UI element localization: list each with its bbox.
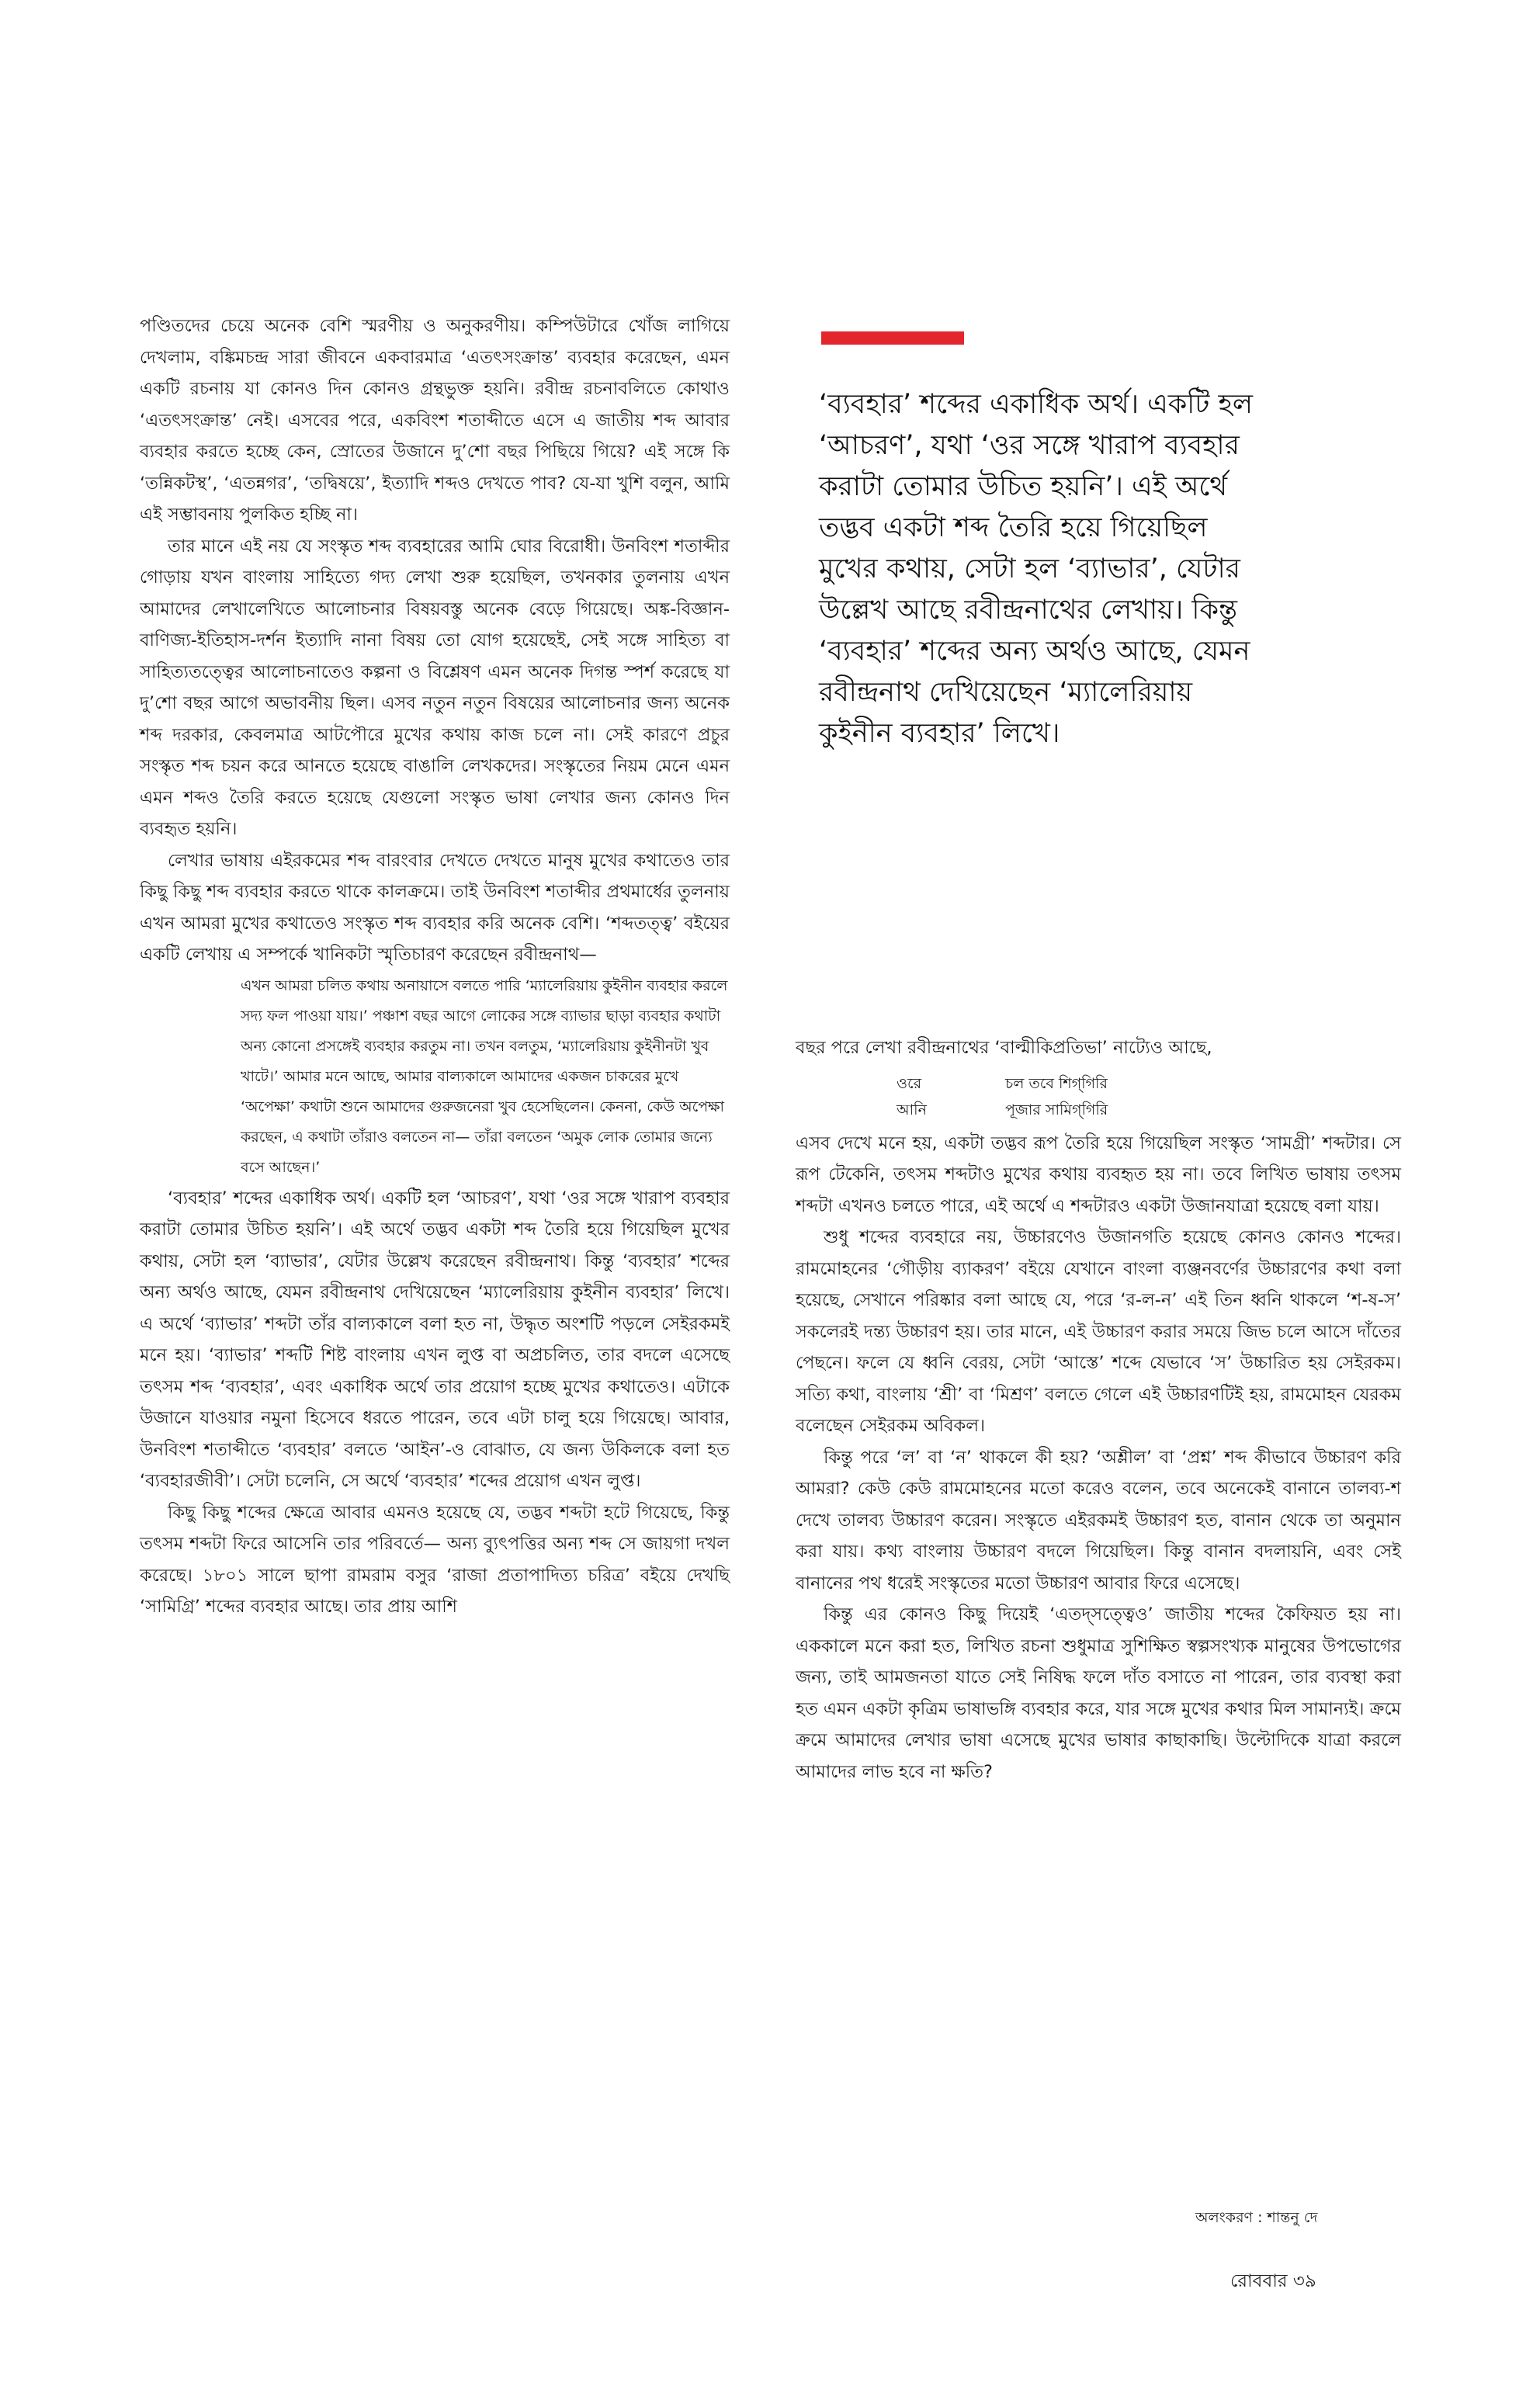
paragraph: লেখার ভাষায় এইরকমের শব্দ বারংবার দেখতে দেখতে মানুষ মুখের কথাতেও তার কিছু কিছু শব্দ ব্যবহার করতে থাকে কালক্রমে। তাই উনবিংশ শতাব্দীর প্রথমার্ধের তুলনায় এখন আমরা মুখের কথাতেও সংস্কৃত শব্দ ব্যবহার করি অনেক বেশি। ‘শব্দতত্ত্ব’ বইয়ের একটি লেখায় এ সম্পর্কে খানিকটা স্মৃতিচারণ করেছেন রবীন্দ্রনাথ— — [140, 850, 730, 965]
verse-line — [897, 1070, 1401, 1097]
block-quote: এখন আমরা চলিত কথায় অনায়াসে বলতে পারি ‘ম্যালেরিয়ায় কুইনীন ব্যবহার করলে সদ্য ফল পাওয়া যায়।’ পঞ্চাশ বছর আগে লোকের সঙ্গে ব্যাভার ছাড়া ব্যবহার কথাটা অন্য কোনো প্রসঙ্গেই ব্যবহার করতুম না। তখন বলতুম, ‘ম্যালেরিয়ায় কুইনীনটা খুব খাটে।’ আমার মনে আছে, আমার বাল্যকালে আমাদের একজন চাকরের মুখে ‘অপেক্ষা’ কথাটা শুনে আমাদের গুরুজনেরা খুব হেসেছিলেন। কেননা, কেউ অপেক্ষা করছেন, এ কথাটা তাঁরাও বলতেন না— তাঁরা বলতেন ‘অমুক লোক তোমার জন্যে বসে আছেন।’ — [241, 976, 728, 1176]
pull-quote: ‘ব্যবহার’ শব্দের একাধিক অর্থ। একটি হল ‘আচরণ’, যথা ‘ওর সঙ্গে খারাপ ব্যবহার করাটা তোমার উচিত হয়নি’। এই অর্থে তদ্ভব একটা শব্দ তৈরি হয়ে গিয়েছিল মুখের কথায়, সেটা হল ‘ব্যাভার’, যেটার উল্লেখ আছে রবীন্দ্রনাথের লেখায়। কিন্তু ‘ব্যবহার’ শব্দের অন্য অর্থও আছে, যেমন রবীন্দ্রনাথ দেখিয়েছেন ‘ম্যালেরিয়ায় কুইনীন ব্যবহার’ লিখে। — [819, 389, 1253, 749]
verse-word: আনি — [897, 1101, 927, 1118]
paragraph: কিন্তু পরে ‘ল’ বা ‘ন’ থাকলে কী হয়? ‘অশ্লীল’ বা ‘প্রশ্ন’ শব্দ কীভাবে উচ্চারণ করি আমরা? কেউ কেউ রামমোহনের মতো করেও বলেন, তবে অনেকেই বানানে তালব্য-শ দেখে তালব্য উচ্চারণ করেন। সংস্কৃতে এইরকমই উচ্চারণ হত, বানান থেকে তা অনুমান করা যায়। কথ্য বাংলায় উচ্চারণ বদলে গিয়েছিল। কিন্তু বানান বদলায়নি, এবং সেই বানানের পথ ধরেই সংস্কৃতের মতো উচ্চারণ আবার ফিরে এসেছে। — [796, 1447, 1401, 1594]
verse-text: চল তবে শিগ্‌গিরি — [1005, 1074, 1108, 1092]
right-column — [796, 1032, 1401, 1788]
pull-quote-accent-bar — [821, 331, 964, 345]
verse-word: ওরে — [897, 1074, 922, 1092]
page-folio: রোববার ৩৯ — [1230, 2271, 1316, 2291]
paragraph: কিছু কিছু শব্দের ক্ষেত্রে আবার এমনও হয়েছে যে, তদ্ভব শব্দটা হটে গিয়েছে, কিন্তু তৎসম শব্দটা ফিরে আসেনি তার পরিবর্তে— অন্য ব্যুৎপত্তির অন্য শব্দ সে জায়গা দখল করেছে। ১৮০১ সালে ছাপা রামরাম বসুর ‘রাজা প্রতাপাদিত্য চরিত্র’ বইয়ে দেখছি ‘সামিগ্রি’ শব্দের ব্যবহার আছে। তার প্রায় আশি — [140, 1502, 730, 1617]
paragraph: পণ্ডিতদের চেয়ে অনেক বেশি স্মরণীয় ও অনুকরণীয়। কম্পিউটারে খোঁজ লাগিয়ে দেখলাম, বঙ্কিমচন্দ্র সারা জীবনে একবারমাত্র ‘এতৎসংক্রান্ত’ ব্যবহার করেছেন, এমন একটি রচনায় যা কোনও দিন কোনও গ্রন্থভুক্ত হয়নি। রবীন্দ্র রচনাবলিতে কোথাও ‘এতৎসংক্রান্ত’ নেই। এসবের পরে, একবিংশ শতাব্দীতে এসে এ জাতীয় শব্দ আবার ব্যবহার করতে হচ্ছে কেন, স্রোতের উজানে দু’শো বছর পিছিয়ে গিয়ে? এই সঙ্গে কি ‘তন্নিকটস্থ’, ‘এতন্নগর’, ‘তদ্বিষয়ে’, ইত্যাদি শব্দও দেখতে পাব? যে-যা খুশি বলুন, আমি এই সম্ভাবনায় পুলকিত হচ্ছি না। — [140, 316, 730, 525]
paragraph: বছর পরে লেখা রবীন্দ্রনাথের ‘বাল্মীকিপ্রতিভা’ নাট্যেও আছে, — [796, 1038, 1212, 1058]
verse-line — [897, 1097, 1401, 1123]
paragraph: তার মানে এই নয় যে সংস্কৃত শব্দ ব্যবহারের আমি ঘোর বিরোধী। উনবিংশ শতাব্দীর গোড়ায় যখন বাংলায় সাহিত্যে গদ্য লেখা শুরু হয়েছিল, তখনকার তুলনায় এখন আমাদের লেখালেখিতে আলোচনার বিষয়বস্তু অনেক বেড়ে গিয়েছে। অঙ্ক-বিজ্ঞান-বাণিজ্য-ইতিহাস-দর্শন ইত্যাদি নানা বিষয় তো যোগ হয়েছেই, সেই সঙ্গে সাহিত্য বা সাহিত্যতত্ত্বের আলোচনাতেও কল্পনা ও বিশ্লেষণ এমন অনেক দিগন্ত স্পর্শ করেছে যা দু’শো বছর আগে অভাবনীয় ছিল। এসব নতুন নতুন বিষয়ের আলোচনার জন্য অনেক শব্দ দরকার, কেবলমাত্র আটপৌরে মুখের কথায় কাজ চলে না। সেই কারণে প্রচুর সংস্কৃত শব্দ চয়ন করে আনতে হয়েছে বাঙালি লেখকদের। সংস্কৃতের নিয়ম মেনে এমন এমন শব্দও তৈরি করতে হয়েছে যেগুলো সংস্কৃত ভাষা লেখার জন্য কোনও দিন ব্যবহৃত হয়নি। — [140, 536, 730, 839]
paragraph: কিন্তু এর কোনও কিছু দিয়েই ‘এতদ্‌সত্ত্বেও’ জাতীয় শব্দের কৈফিয়ত হয় না। এককালে মনে করা হত, লিখিত রচনা শুধুমাত্র সুশিক্ষিত স্বল্পসংখ্যক মানুষের উপভোগের জন্য, তাই আমজনতা যাতে সেই নিষিদ্ধ ফলে দাঁত বসাতে না পারেন, তার ব্যবস্থা করা হত এমন একটা কৃত্রিম ভাষাভঙ্গি ব্যবহার করে, যার সঙ্গে মুখের কথার মিল সামান্যই। ক্রমে ক্রমে আমাদের লেখার ভাষা এসেছে মুখের ভাষার কাছাকাছি। উল্টোদিকে যাত্রা করলে আমাদের লাভ হবে না ক্ষতি? — [796, 1604, 1401, 1782]
verse-block — [897, 1070, 1401, 1123]
paragraph: ‘ব্যবহার’ শব্দের একাধিক অর্থ। একটি হল ‘আচরণ’, যথা ‘ওর সঙ্গে খারাপ ব্যবহার করাটা তোমার উচিত হয়নি’। এই অর্থে তদ্ভব একটা শব্দ তৈরি হয়ে গিয়েছিল মুখের কথায়, সেটা হল ‘ব্যাভার’, যেটার উল্লেখ করেছেন রবীন্দ্রনাথ। কিন্তু ‘ব্যবহার’ শব্দের অন্য অর্থও আছে, যেমন রবীন্দ্রনাথ দেখিয়েছেন ‘ম্যালেরিয়ায় কুইনীন ব্যবহার’ লিখে। এ অর্থে ‘ব্যাভার’ শব্দটা তাঁর বাল্যকালে বলা হত না, উদ্ধৃত অংশটি পড়লে সেইরকমই মনে হয়। ‘ব্যাভার’ শব্দটি শিষ্ট বাংলায় এখন লুপ্ত বা অপ্রচলিত, তার বদলে এসেছে তৎসম শব্দ ‘ব্যবহার’, এবং একাধিক অর্থে তার প্রয়োগ হচ্ছে মুখের কথাতেও। এটাকে উজানে যাওয়ার নমুনা হিসেবে ধরতে পারেন, তবে এটা চালু হয়ে গিয়েছে। আবার, উনবিংশ শতাব্দীতে ‘ব্যবহার’ বলতে ‘আইন’-ও বোঝাত, যে জন্য উকিলকে বলা হত ‘ব্যবহারজীবী’। সেটা চলেনি, সে অর্থে ‘ব্যবহার’ শব্দের প্রয়োগ এখন লুপ্ত। — [140, 1188, 730, 1491]
verse-text: পূজার সামিগ্‌গিরি — [1005, 1101, 1108, 1118]
paragraph: এসব দেখে মনে হয়, একটা তদ্ভব রূপ তৈরি হয়ে গিয়েছিল সংস্কৃত ‘সামগ্রী’ শব্দটার। সে রূপ টেকেনি, তৎসম শব্দটাও মুখের কথায় ব্যবহৃত হয় না। তবে লিখিত ভাষায় তৎসম শব্দটা এখনও চলতে পারে, এই অর্থে এ শব্দটারও একটা উজানযাত্রা হয়েছে বলা যায়। — [796, 1132, 1401, 1216]
illustration-credit: অলংকরণ : শান্তনু দে — [1195, 2209, 1318, 2226]
paragraph: শুধু শব্দের ব্যবহারে নয়, উচ্চারণেও উজানগতি হয়েছে কোনও কোনও শব্দের। রামমোহনের ‘গৌড়ীয় ব্যাকরণ’ বইয়ে যেখানে বাংলা ব্যঞ্জনবর্ণের উচ্চারণের কথা বলা হয়েছে, সেখানে পরিষ্কার বলা আছে যে, পরে ‘র-ল-ন’ এই তিন ধ্বনি থাকলে ‘শ-ষ-স’ সকলেরই দন্ত্য উচ্চারণ হয়। তার মানে, এই উচ্চারণ করার সময়ে জিভ চলে আসে দাঁতের পেছনে। ফলে যে ধ্বনি বেরয়, সেটা ‘আস্তে’ শব্দে যেভাবে ‘স’ উচ্চারিত হয় সেইরকম। সত্যি কথা, বাংলায় ‘শ্রী’ বা ‘মিশ্রণ’ বলতে গেলে এই উচ্চারণটিই হয়, রামমোহন যেরকম বলেছেন সেইরকম অবিকল। — [796, 1227, 1401, 1436]
left-column — [140, 310, 730, 1623]
